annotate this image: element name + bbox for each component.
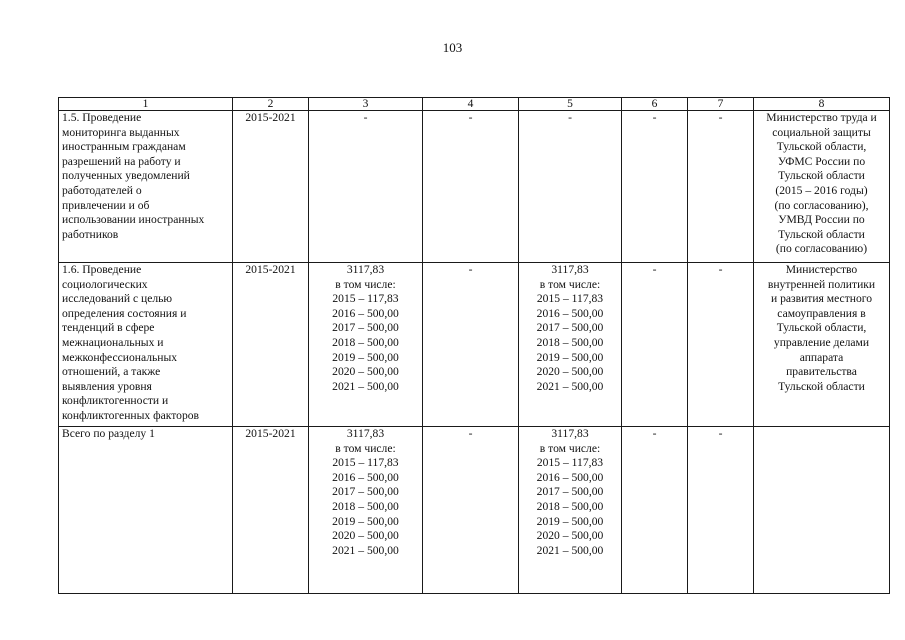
- cell-line: 2016 – 500,00: [536, 306, 604, 320]
- cell-line: социологических: [62, 277, 148, 291]
- cell-line: и развития местного: [770, 292, 873, 306]
- cell-line: в том числе:: [335, 441, 396, 455]
- cell-line: разрешений на работу и: [62, 154, 181, 168]
- regional-funding-cell: [519, 111, 622, 263]
- cell-line: мониторинга выданных: [62, 125, 180, 139]
- cell-line: Министерство: [785, 263, 858, 276]
- federal-funding-cell: -: [423, 263, 519, 427]
- total-funding-cell: [309, 427, 423, 594]
- cell-line: 2019 – 500,00: [536, 350, 604, 364]
- cell-line: тенденций в сфере: [62, 321, 155, 335]
- cell-line: конфликтогенных факторов: [62, 408, 200, 422]
- cell-line: 2015 – 117,83: [332, 292, 399, 306]
- cell-line: 2021 – 500,00: [536, 543, 604, 557]
- column-header: 5: [519, 98, 622, 111]
- responsible-executor-cell: [754, 427, 890, 594]
- cell-line: 2020 – 500,00: [536, 529, 604, 543]
- cell-line: 2015 – 117,83: [536, 456, 604, 470]
- page-number: 103: [442, 40, 463, 55]
- activity-name-cell: [59, 111, 233, 263]
- cell-line: привлечении и об: [62, 198, 150, 212]
- cell-line: выявления уровня: [62, 379, 152, 393]
- cell-line: 2021 – 500,00: [536, 379, 604, 393]
- cell-line: иностранным гражданам: [62, 140, 186, 154]
- period-cell: 2015-2021: [233, 427, 309, 594]
- column-header: 3: [309, 98, 423, 111]
- cell-line: (по согласованию): [775, 242, 868, 256]
- cell-line: 2018 – 500,00: [536, 335, 604, 349]
- cell-line: определения состояния и: [62, 306, 187, 320]
- cell-line: самоуправления в: [777, 306, 866, 320]
- other-funding-cell: -: [688, 427, 754, 594]
- cell-line: 2020 – 500,00: [332, 529, 399, 543]
- cell-line: 2015 – 117,83: [536, 292, 604, 306]
- activity-name-cell: [59, 427, 233, 594]
- column-header: 8: [754, 98, 890, 111]
- cell-line: правительства: [786, 365, 857, 379]
- cell-line: межнациональных и: [62, 335, 164, 349]
- cell-line: 2015 – 117,83: [332, 456, 399, 470]
- cell-line: использовании иностранных: [62, 213, 205, 227]
- cell-line: отношений, а также: [62, 365, 161, 379]
- cell-line: 2019 – 500,00: [332, 350, 399, 364]
- cell-line: 2018 – 500,00: [536, 499, 604, 513]
- regional-funding-cell: [519, 263, 622, 427]
- column-header: 6: [622, 98, 688, 111]
- total-funding-cell: [309, 263, 423, 427]
- other-funding-cell: -: [688, 111, 754, 263]
- cell-line: Тульской области: [778, 227, 865, 241]
- table-header-row: [59, 98, 890, 111]
- cell-line: -: [568, 111, 572, 124]
- cell-line: аппарата: [799, 350, 844, 364]
- cell-line: 3117,83: [346, 263, 385, 276]
- total-funding-cell: [309, 111, 423, 263]
- cell-line: 3117,83: [551, 263, 589, 276]
- cell-line: в том числе:: [539, 277, 601, 291]
- period-cell: 2015-2021: [233, 263, 309, 427]
- cell-line: межконфессиональных: [62, 350, 178, 364]
- cell-line: полученных уведомлений: [62, 169, 190, 183]
- cell-line: 2017 – 500,00: [536, 485, 604, 499]
- cell-line: 1.6. Проведение: [62, 263, 142, 276]
- cell-line: 2020 – 500,00: [536, 365, 604, 379]
- cell-line: исследований с целью: [62, 292, 173, 306]
- cell-line: в том числе:: [335, 277, 396, 291]
- table-row-section-total: [59, 427, 890, 594]
- federal-funding-cell: -: [423, 111, 519, 263]
- program-activities-table: [58, 97, 890, 594]
- column-header: 2: [233, 98, 309, 111]
- responsible-executor-cell: [754, 111, 890, 263]
- table-row-1-6: [59, 263, 890, 427]
- cell-line: (2015 – 2016 годы): [775, 183, 868, 197]
- table-row-1-5: [59, 111, 890, 263]
- cell-line: Тульской области,: [776, 140, 867, 154]
- cell-line: -: [363, 111, 368, 124]
- cell-line: в том числе:: [539, 441, 601, 455]
- column-header: 1: [59, 98, 233, 111]
- cell-line: Министерство труда и: [766, 111, 877, 124]
- cell-line: 2020 – 500,00: [332, 365, 399, 379]
- cell-line: работников: [62, 227, 119, 241]
- cell-line: 3117,83: [551, 427, 589, 440]
- cell-line: 1.5. Проведение: [62, 111, 142, 124]
- cell-line: 2016 – 500,00: [332, 306, 399, 320]
- cell-line: УМВД России по: [778, 213, 865, 227]
- cell-line: внутренней политики: [767, 277, 876, 291]
- cell-line: Всего по разделу 1: [62, 427, 155, 440]
- activity-name-cell: [59, 263, 233, 427]
- cell-line: управление делами: [773, 335, 870, 349]
- regional-funding-cell: [519, 427, 622, 594]
- cell-line: (по согласованию),: [774, 198, 869, 212]
- column-header: 4: [423, 98, 519, 111]
- cell-line: 2016 – 500,00: [332, 470, 399, 484]
- cell-line: 2019 – 500,00: [332, 514, 399, 528]
- cell-line: 2016 – 500,00: [536, 470, 604, 484]
- local-funding-cell: -: [622, 263, 688, 427]
- cell-line: 3117,83: [346, 427, 385, 440]
- cell-line: Тульской области: [778, 379, 865, 393]
- cell-line: 2018 – 500,00: [332, 499, 399, 513]
- cell-line: 2017 – 500,00: [536, 321, 604, 335]
- cell-line: 2017 – 500,00: [332, 321, 399, 335]
- cell-line: УФМС России по: [777, 154, 866, 168]
- cell-line: социальной защиты: [772, 125, 871, 139]
- local-funding-cell: -: [622, 427, 688, 594]
- responsible-executor-cell: [754, 263, 890, 427]
- cell-line: 2021 – 500,00: [332, 379, 399, 393]
- column-header: 7: [688, 98, 754, 111]
- cell-line: Тульской области: [778, 169, 865, 183]
- cell-line: Тульской области,: [776, 321, 867, 335]
- cell-line: 2019 – 500,00: [536, 514, 604, 528]
- federal-funding-cell: -: [423, 427, 519, 594]
- cell-line: 2021 – 500,00: [332, 543, 399, 557]
- local-funding-cell: -: [622, 111, 688, 263]
- cell-line: конфликтогенности и: [62, 394, 169, 408]
- cell-line: 2018 – 500,00: [332, 335, 399, 349]
- other-funding-cell: -: [688, 263, 754, 427]
- cell-line: 2017 – 500,00: [332, 485, 399, 499]
- cell-line: работодателей о: [62, 183, 142, 197]
- period-cell: 2015-2021: [233, 111, 309, 263]
